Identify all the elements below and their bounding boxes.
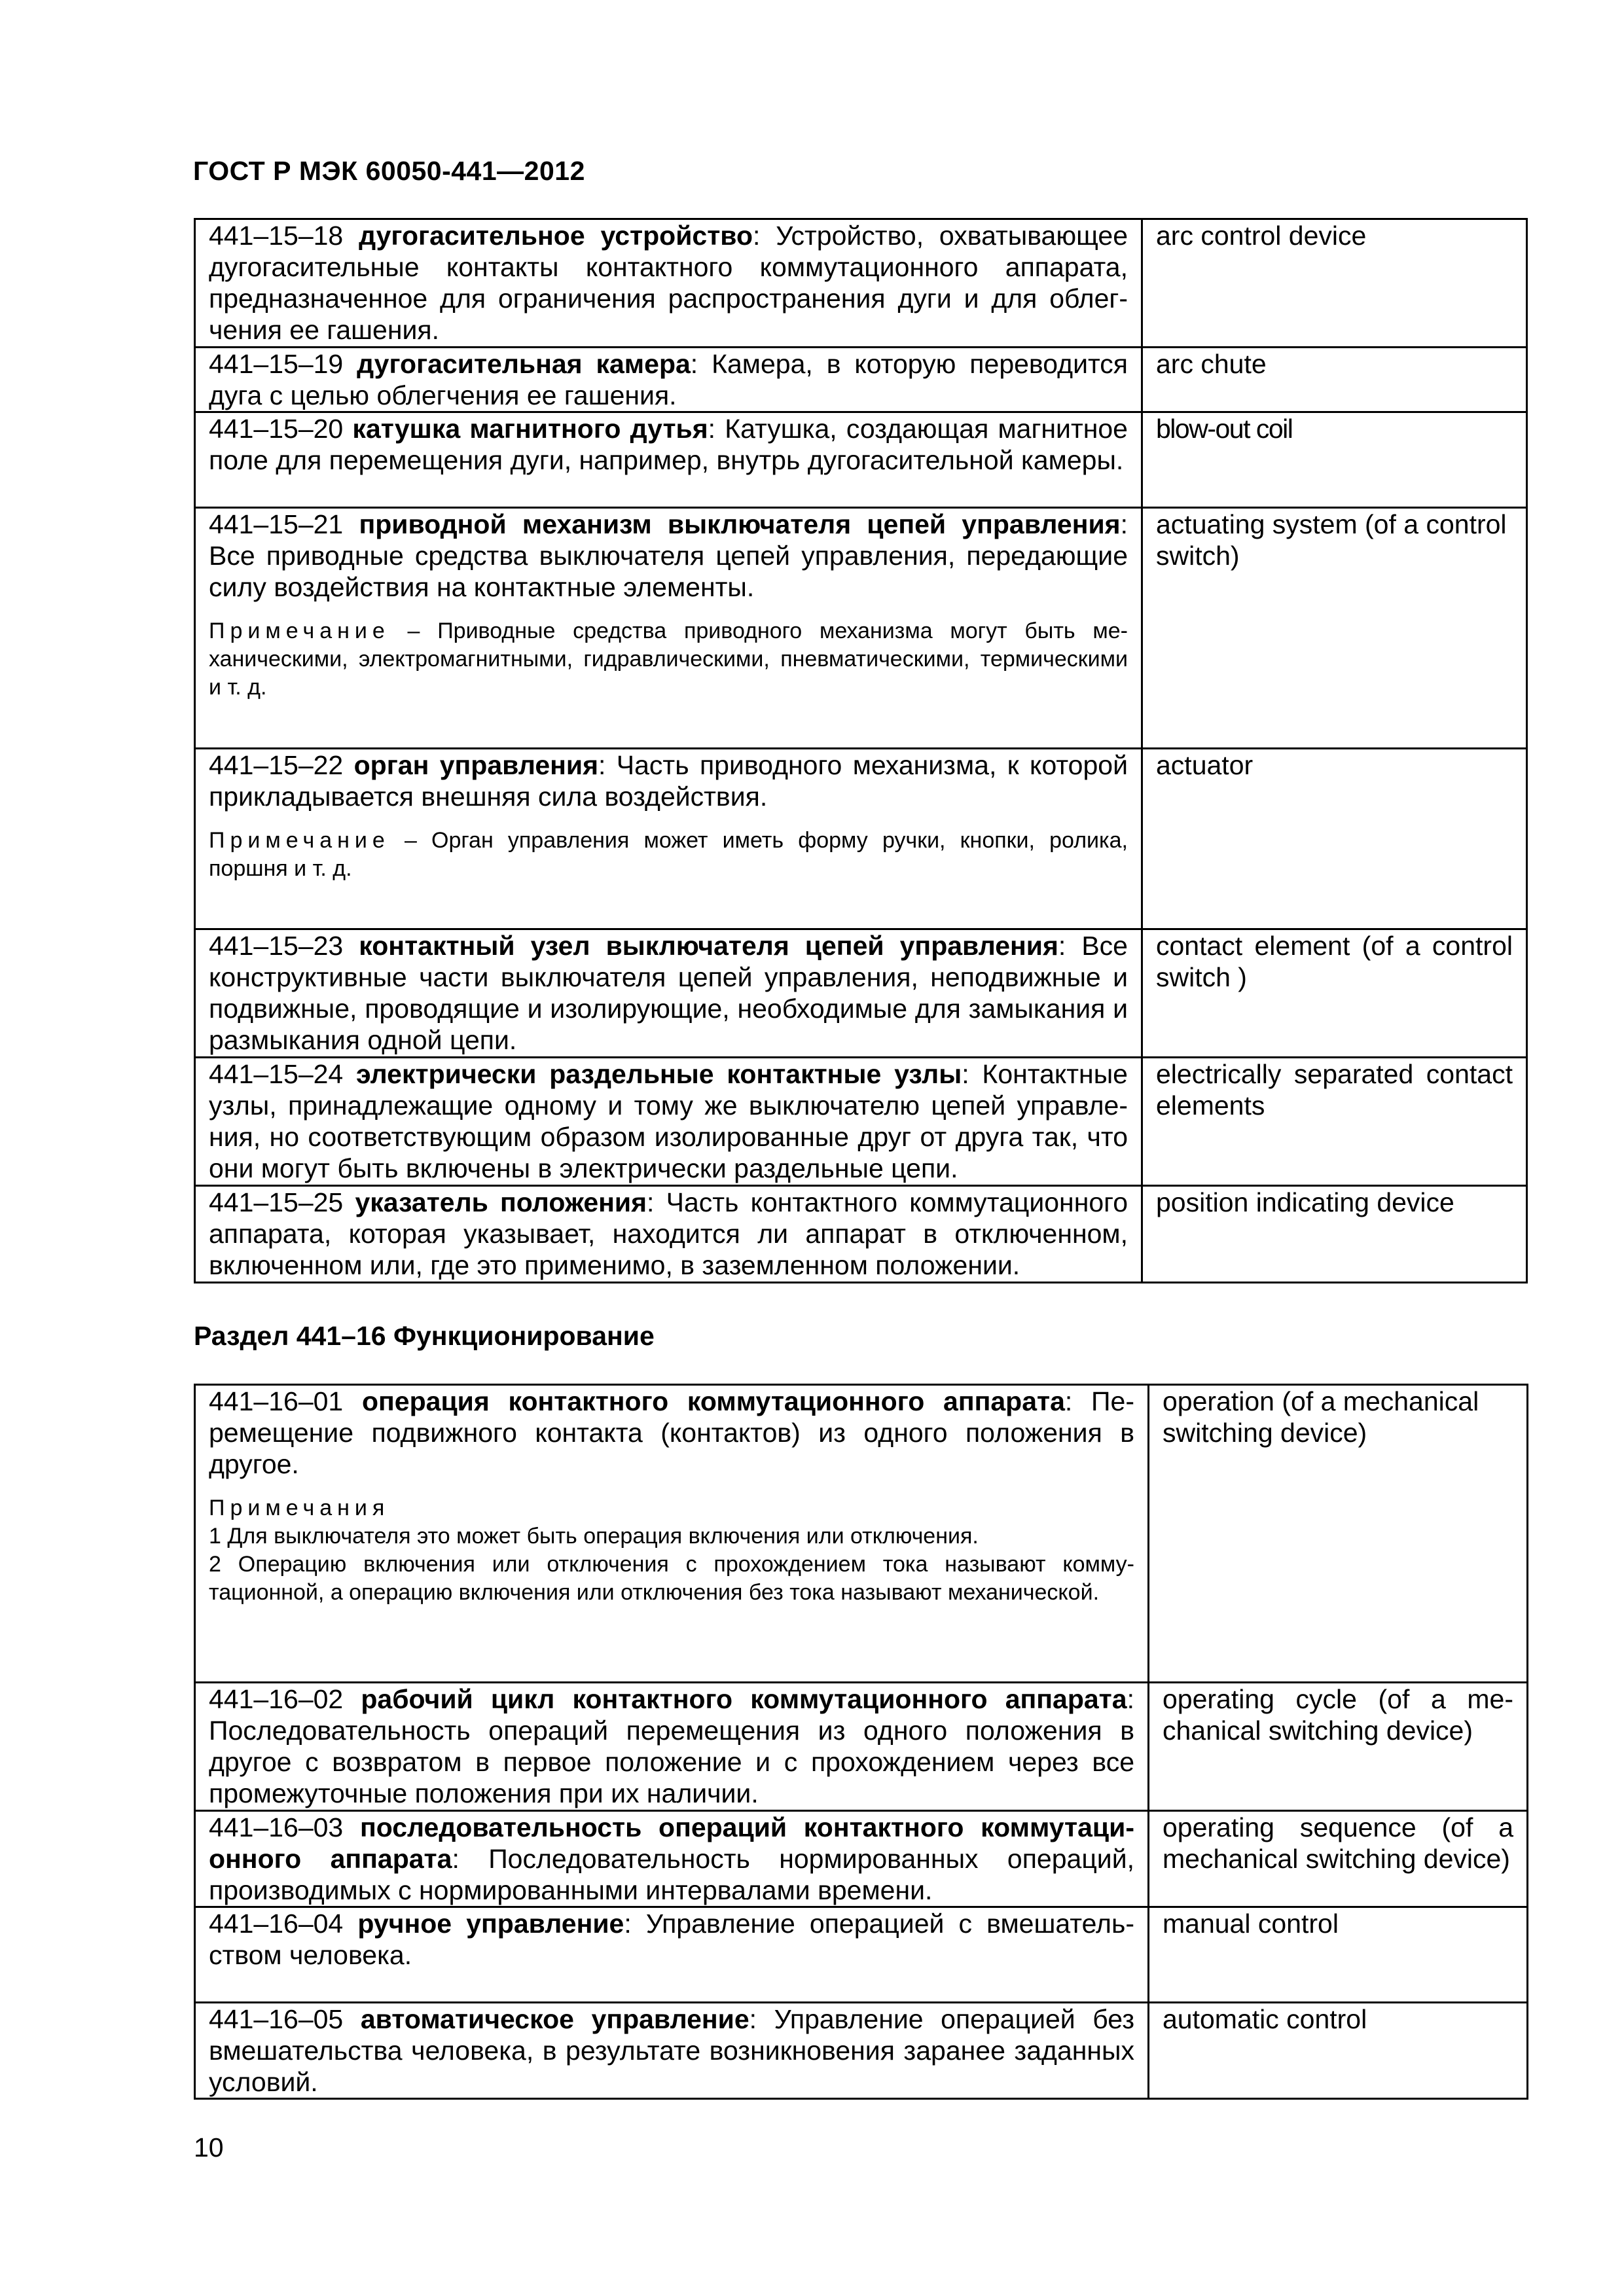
term-name: последовательность операций контактного коммутационного аппарата	[209, 1812, 1134, 1874]
definition-cell	[195, 412, 1142, 508]
term-code: 441–15–23	[209, 931, 344, 961]
table-row	[195, 1683, 1528, 1811]
note	[209, 617, 1128, 702]
table-row	[195, 219, 1527, 348]
definition-cell	[195, 508, 1142, 749]
table-row	[195, 348, 1527, 412]
definition-cell	[195, 219, 1142, 348]
note-label: Примечания	[209, 1496, 390, 1520]
definition-cell	[195, 1385, 1149, 1683]
term-code: 441–15–25	[209, 1187, 344, 1217]
term-code: 441–16–05	[209, 2004, 344, 2034]
note	[209, 1494, 1134, 1607]
table-row	[195, 1811, 1528, 1907]
term-code: 441–15–20	[209, 414, 344, 444]
term-code: 441–16–02	[209, 1684, 344, 1714]
term-name: указатель положения	[355, 1187, 647, 1217]
table-row	[195, 1385, 1528, 1683]
terms-table-section-15	[194, 218, 1528, 1283]
note	[209, 827, 1128, 883]
term-definition: : Управление операцией с вмешательством человека.	[209, 1909, 1134, 1970]
term-definition: : Часть приводного механизма, к которой прикладывается внешняя сила воздействия.	[209, 750, 1128, 812]
note-text: – Приводные средства приводного механизма могут быть механическими, электромагнитными, гидравлическими, пневматическими, термическими и т. д.	[209, 619, 1128, 700]
definition-cell	[195, 1907, 1149, 2003]
english-term: blow-out coil	[1142, 412, 1527, 508]
english-term: manual control	[1149, 1907, 1528, 2003]
definition-cell	[195, 1811, 1149, 1907]
term-definition: : Последовательность нормированных операций, производимых с нормированными интервалами времени.	[209, 1844, 1135, 1905]
table-row	[195, 412, 1527, 508]
term-name: дугогасительное устройство	[359, 221, 753, 251]
term-name: рабочий цикл контактного коммутационного аппарата	[361, 1684, 1127, 1714]
term-definition: : Катушка, создающая магнитное поле для перемещения дуги, например, внутрь дугогасительной камеры.	[209, 414, 1128, 475]
term-code: 441–16–04	[209, 1909, 344, 1939]
definition-cell	[195, 929, 1142, 1058]
term-code: 441–15–19	[209, 349, 344, 379]
english-term: actuator	[1142, 749, 1527, 929]
term-code: 441–15–24	[209, 1059, 344, 1089]
table-row	[195, 1058, 1527, 1186]
table-row	[195, 508, 1527, 749]
document-header: ГОСТ Р МЭК 60050-441—2012	[193, 156, 585, 186]
table-row	[195, 1186, 1527, 1283]
term-name: автоматическое управление	[360, 2004, 749, 2034]
term-code: 441–15–22	[209, 750, 344, 780]
english-term: electrically separated contact elements	[1142, 1058, 1527, 1186]
term-code: 441–15–18	[209, 221, 344, 251]
english-term: arc control device	[1142, 219, 1527, 348]
english-term: arc chute	[1142, 348, 1527, 412]
english-term: actuating system (of a control switch)	[1142, 508, 1527, 749]
english-term: operation (of a mechanical switching device)	[1149, 1385, 1528, 1683]
term-definition: : Последовательность операций перемещения из одного положения в другое с возвратом в первое положение и с прохождением через все промежуточные положения при их наличии.	[209, 1684, 1134, 1808]
definition-cell	[195, 2003, 1149, 2099]
table-row	[195, 929, 1527, 1058]
term-name: орган управления	[353, 750, 599, 780]
term-name: дугогасительная камера	[357, 349, 691, 379]
definition-cell	[195, 1683, 1149, 1811]
term-name: операция контактного коммутационного аппарата	[361, 1386, 1065, 1416]
english-term: contact element (of a control switch )	[1142, 929, 1527, 1058]
english-term: position indicating device	[1142, 1186, 1527, 1283]
term-definition: : Часть контактного коммутационного аппарата, которая указывает, находится ли аппарат в отключенном, включенном или, где это применимо, в заземленном положении.	[209, 1187, 1128, 1280]
section-heading: Раздел 441–16 Функционирование	[194, 1321, 655, 1351]
page-number: 10	[194, 2132, 224, 2162]
term-definition: : Контактные узлы, принадлежащие одному и тому же выключателю цепей управления, но соответствующим образом изолированные друг от друга так, что они могут быть включены в электрически раздельные цепи.	[209, 1059, 1128, 1183]
term-code: 441–16–01	[209, 1386, 344, 1416]
english-term: operating sequence (of a mechanical switching device)	[1149, 1811, 1528, 1907]
note-label: Примечание	[209, 619, 390, 643]
term-definition: : Устройство, охватывающее дугогасительные контакты контактного коммутационного аппарата, предназначенное для ограничения распространения дуги и для облегчения ее гашения.	[209, 221, 1128, 345]
note-item: 1 Для выключателя это может быть операция включения или отключения.	[209, 1524, 979, 1549]
table-row	[195, 749, 1527, 929]
term-name: электрически раздельные контактные узлы	[356, 1059, 962, 1089]
term-definition: : Все приводные средства выключателя цепей управления, передающие силу воздействия на контактные элементы.	[209, 509, 1128, 602]
term-code: 441–16–03	[209, 1812, 344, 1842]
note-text: – Орган управления может иметь форму ручки, кнопки, ролика, поршня и т. д.	[209, 828, 1128, 881]
table-row	[195, 2003, 1528, 2099]
term-definition: : Управление операцией без вмешательства человека, в результате возникновения заранее заданных условий.	[209, 2004, 1134, 2097]
term-name: контактный узел выключателя цепей управления	[359, 931, 1058, 961]
definition-cell	[195, 1058, 1142, 1186]
term-name: приводной механизм выключателя цепей управления	[359, 509, 1121, 539]
term-name: ручное управление	[357, 1909, 624, 1939]
term-definition: : Перемещение подвижного контакта (контактов) из одного положения в другое.	[209, 1386, 1134, 1479]
table-row	[195, 1907, 1528, 2003]
definition-cell	[195, 1186, 1142, 1283]
terms-table-section-16	[194, 1384, 1528, 2100]
term-definition: : Камера, в которую переводится дуга с целью облегчения ее гашения.	[209, 349, 1128, 410]
definition-cell	[195, 348, 1142, 412]
term-code: 441–15–21	[209, 509, 344, 539]
english-term: automatic control	[1149, 2003, 1528, 2099]
definition-cell	[195, 749, 1142, 929]
note-label: Примечание	[209, 828, 390, 853]
note-item: 2 Операцию включения или отключения с прохождением тока называют коммутационной, а операцию включения или отключения без тока называют механической.	[209, 1552, 1134, 1605]
term-definition: : Все конструктивные части выключателя цепей управления, неподвижные и подвижные, проводящие и изолирующие, необходимые для замыкания и размыкания одной цепи.	[209, 931, 1128, 1055]
english-term: operating cycle (of a mechanical switching device)	[1149, 1683, 1528, 1811]
term-name: катушка магнитного дутья	[352, 414, 708, 444]
